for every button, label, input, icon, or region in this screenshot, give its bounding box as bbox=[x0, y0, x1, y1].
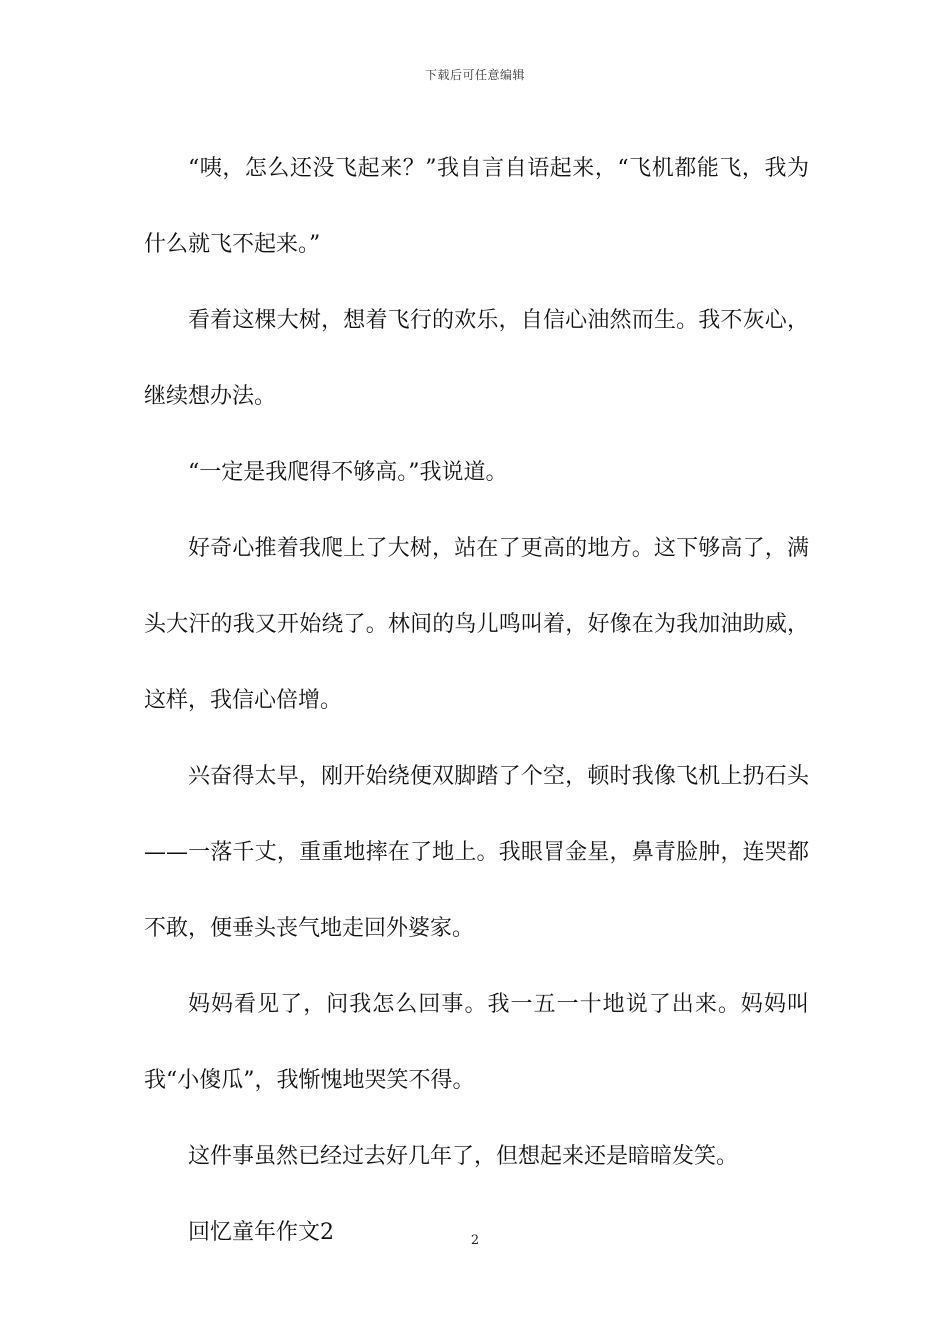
page-header: 下载后可任意编辑 bbox=[424, 68, 525, 82]
document-body bbox=[144, 131, 809, 1271]
paragraph: 妈妈看见了，问我怎么回事。我一五一十地说了出来。妈妈叫我“小傻瓜”，我惭愧地哭笑不得。 bbox=[144, 992, 809, 1093]
section-heading: 回忆童年作文2 bbox=[188, 1220, 334, 1245]
paragraph: 好奇心推着我爬上了大树，站在了更高的地方。这下够高了，满头大汗的我又开始绕了。林间的鸟儿鸣叫着，好像在为我加油助威，这样，我信心倍增。 bbox=[144, 536, 809, 713]
paragraph: 这件事虽然已经过去好几年了，但想起来还是暗暗发笑。 bbox=[188, 1144, 739, 1169]
paragraph: 看着这棵大树，想着飞行的欢乐，自信心油然而生。我不灰心，继续想办法。 bbox=[144, 308, 809, 409]
paragraph: 兴奋得太早，刚开始绕便双脚踏了个空，顿时我像飞机上扔石头——一落千丈，重重地摔在了地上。我眼冒金星，鼻青脸肿，连哭都不敢，便垂头丧气地走回外婆家。 bbox=[144, 764, 809, 941]
page-number: 2 bbox=[470, 1233, 480, 1248]
paragraph: “一定是我爬得不够高。”我说道。 bbox=[188, 460, 508, 485]
paragraph: “咦，怎么还没飞起来？”我自言自语起来，“飞机都能飞，我为什么就飞不起来。” bbox=[144, 156, 809, 257]
